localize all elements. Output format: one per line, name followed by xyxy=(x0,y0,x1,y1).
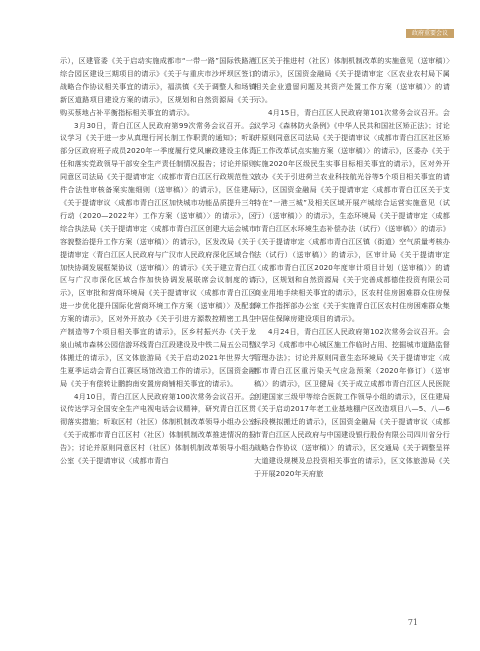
paragraph: 4月15日，青白江区人民政府第101次常务会议召开。会议学习《森林防火条例》《中华人民共和国社区矫正法》；讨论并原则同意区司法局《关于提请审议〈成都市青白江区社区矫正工作改革试点实施方案（送审稿）〉的请示》，区委办《关于实施2020年区级民生实事目标相关事宜的请示》，区对外开放办《关于引进荷兰农业科技航光谷等5个项目相关事宜的请示》，区国资金融局《关于提请审定〈成都市青白江区关于支持在“一港三城”及相关区域开展产城综合运营实施意见（试行）（送审稿）〉的请示》，生态环境局《关于提请审定〈成都市青白江区水环境生态补偿办法（试行）（送审稿）〉的请示》《关于提请审定〈成都市青白江区镇（街道）空气质量考核办法（试行）（送审稿）〉的请示》，区审计局《关于提请审定〈成都市青白江区2020年度审计项目计划（送审稿）〉的请示》，区规划和自然资源局《关于完善成都德佳投资有限公司商业用地手续相关事宜的请示》，区农村住房困难群众住房保障工作指挥部办公室《关于实施青白江区农村住房困难群众集中居住保障房建设项目的请示》。 xyxy=(254,107,450,324)
paragraph: 示），区建管委《关于启动实施成都市“一带一路”国际铁路港综合园区建设三期项目的请示》《关于与重庆市沙坪坝区签订战略合作协议相关事宜的请示》，福洪镇《关于调整人和场镇新区道路项目建设方案的请示》，区规划和自然资源局《关于购买蔡地占补平衡指标相关事宜的请示》。 xyxy=(60,56,256,117)
section-label: 政府重要会议 xyxy=(406,29,454,38)
page-number: 71 xyxy=(407,618,418,627)
paragraph: 4月24日，青白江区人民政府第102次常务会议召开。会议学习《成都市中心城区施工作临时占用、挖掘城市道路监督管理办法》；讨论并原则同意生态环境局《关于提请审定〈成都市青白江区重污染天气应急预案（2020年修订）（送审稿）〉的请示》，区卫健局《关于成立成都市青白江区人民医院创建国家三级甲等综合医院工作领导小组的请示》，区住建局《关于启动2017年老工业基地棚户区改造项目八—5、八—6标段模拟搬迁的请示》，区国资金融局《关于提请审议〈成都市青白江区人民政府与中国建设银行股份有限公司四川省分行战略合作协议（送审稿）〉的请示》，区交通局《关于调整呈祥大道建设规模及总投资相关事宜的请示》，区文体旅游局《关于开展2020年天府旅 xyxy=(254,327,450,478)
paragraph: 4月10日，青白江区人民政府第100次常务会议召开。会议传达学习全国安全生产电视电话会议精神，研究青白江区贯彻落实措施；听取区村（社区）体制机制改革领导小组办公室《关于成都市青白江区村（社区）体制机制改革推进情况的报告》；讨论并原则同意区村（社区）体制机制改革领导小组办公室《关于提请审议〈成都市青白 xyxy=(60,391,256,466)
left-text-column xyxy=(60,55,256,625)
paragraph: 3月30日，青白江区人民政府第99次常务会议召开。会议学习《关于进一步从真理行河长制工作职责的通知》；听取部分区政府班子成员2020年一季度履行党风廉政建设主体责任和落实党政领导干部安全生产责任制情况报告；讨论并原则同意区司法局《关于提请审定〈成都市青白江区行政规范性文件合法性审核备案实施细则（送审稿）〉的请示》，区住建局《关于提请审议〈成都市青白江区加快城市功能品质提升三年行动（2020—2022年）工作方案（送审稿）〉的请示》，区综合执法局《关于提请审定〈成都市青白江区创建大运会城市容貌整治提升工作方案（送审稿）〉的请示》，区发改局《关于提请审定〈青白江区人民政府与广汉市人民政府深化区域合作加快协调发展框架协议（送审稿）〉的请示》《关于建立青白江区与广汉市深化区域合作加快协调发展联席会议制度的请示》，区审批和营商环境局《关于提请审议〈成都市青白江区进一步优化提升国际化营商环境工作方案（送审稿）〉及配套方案的请示》，区对外开放办《关于引进方源数控精密工具生产制造等7个项目相关事宜的请示》，区乡村振兴办《关于龙泉山城市森林公园信游环线青白江段建设及中铁二局五公司整体搬迁的请示》，区文体旅游局《关于启动2021年世界大学生夏季运动会青白江赛区场馆改造工作的请示》，区国资金融局《关于有偿转让鹏韵南安置房商铺相关事宜的请示》。 xyxy=(60,120,256,388)
right-text-column xyxy=(254,55,450,625)
paragraph: 江区关于推进村（社区）体制机制改革的实施意见（送审稿）〉的请示》，区国资金融局《关于提请审定〈区农业农村局下属相关企业遗留问题及其资产处置工作方案（送审稿）〉的请示》。 xyxy=(254,56,450,104)
